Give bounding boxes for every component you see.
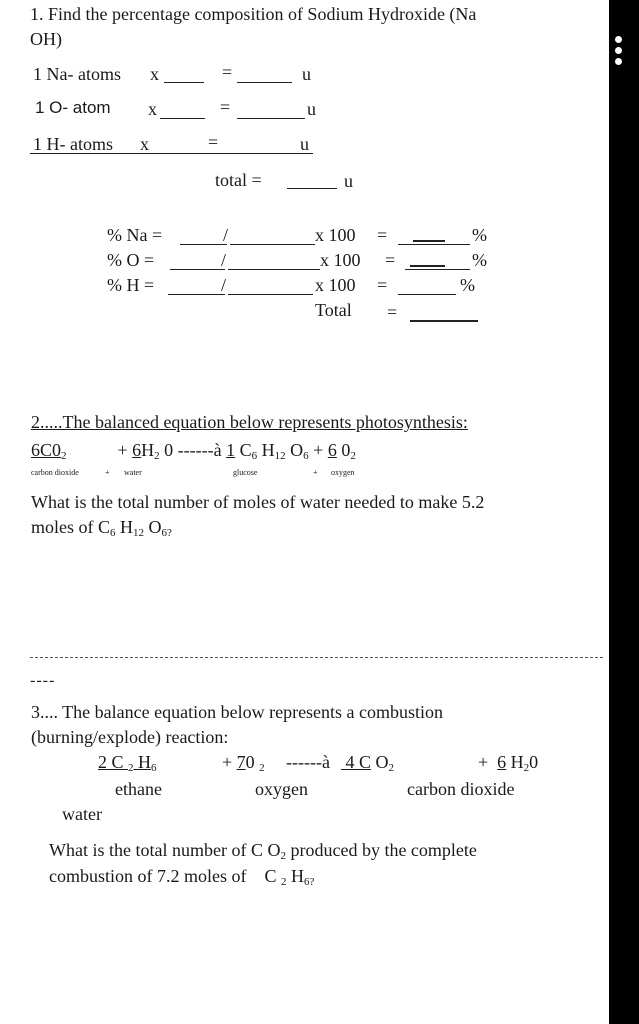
q1-row-h-eq: = bbox=[208, 132, 219, 152]
q1-pct-h-blank-1[interactable] bbox=[168, 294, 225, 295]
q1-row-na-x: x bbox=[150, 64, 159, 84]
q2-coef-h2o: 6 bbox=[132, 440, 142, 460]
right-sidebar bbox=[609, 0, 639, 1024]
q1-row-o-blank-1[interactable] bbox=[160, 118, 205, 119]
q1-pct-total-blank[interactable] bbox=[410, 320, 478, 322]
q1-row-o-unit: u bbox=[307, 99, 316, 119]
q1-row-h-underline[interactable] bbox=[30, 153, 313, 154]
q2-label-plus-a: + bbox=[105, 468, 110, 477]
q3-co2-term: 4 C $O_2$ bbox=[345, 752, 395, 774]
q1-total-label: total = bbox=[215, 170, 262, 190]
q1-row-o-x: x bbox=[148, 99, 157, 119]
q2-plus-1: + bbox=[117, 440, 128, 460]
q1-title-line1: 1. Find the percentage composition of Sodium Hydroxide (Na bbox=[30, 4, 477, 24]
q2-label-plus-b: + bbox=[313, 468, 318, 477]
q1-pct-na-blank-2[interactable] bbox=[230, 244, 315, 245]
q3-plus-2: + bbox=[478, 752, 489, 772]
q1-row-na-label: 1 Na- atoms bbox=[33, 64, 121, 84]
section-divider bbox=[30, 657, 603, 658]
q1-pct-na-pct: % bbox=[472, 225, 487, 245]
q1-pct-h-mult: x 100 bbox=[315, 275, 356, 295]
q2-coef-glucose: 1 bbox=[226, 440, 236, 460]
q3-arrow: ------à bbox=[286, 752, 330, 772]
q1-pct-total-label: Total bbox=[315, 300, 352, 320]
q2-co2: $C0_2$ bbox=[40, 440, 67, 462]
q1-pct-na-blank-1[interactable] bbox=[180, 244, 227, 245]
q2-intro bbox=[31, 412, 468, 433]
q2-coef-o2: 6 bbox=[327, 440, 337, 460]
q1-pct-total-eq: = bbox=[387, 302, 398, 322]
q1-pct-o-label: % O = bbox=[107, 250, 155, 270]
q1-pct-o-blank-3[interactable] bbox=[405, 269, 470, 270]
q3-coef-h2o: 6 bbox=[497, 752, 507, 772]
q1-row-h-unit: u bbox=[300, 134, 309, 154]
q1-pct-o-eq: = bbox=[385, 250, 396, 270]
q3-intro-line1: 3.... The balance equation below represents a combustion bbox=[31, 702, 444, 722]
q3-coef-co2: 4 bbox=[345, 752, 355, 772]
q2-equation bbox=[31, 440, 356, 461]
q1-total-blank[interactable] bbox=[287, 188, 337, 189]
q3-question-line2: combustion of 7.2 moles of C $_2$ $H_{6?}$ bbox=[49, 866, 315, 888]
q1-row-o-label: 1 O- atom bbox=[35, 98, 111, 117]
q3-coef-o2: 7 bbox=[236, 752, 246, 772]
q2-coef-co2: 6 bbox=[31, 440, 40, 460]
q1-row-h-x: x bbox=[140, 134, 149, 154]
q1-pct-na-blank-3-bold bbox=[413, 240, 445, 242]
q3-intro-line2: (burning/explode) reaction: bbox=[31, 727, 229, 747]
q1-row-na-unit: u bbox=[302, 64, 311, 84]
q1-pct-o-blank-3-bold bbox=[410, 265, 445, 267]
q1-row-na-blank-1[interactable] bbox=[164, 82, 204, 83]
q2-h2o: $H_2$ 0 bbox=[141, 440, 174, 462]
q2-label-oxygen: oxygen bbox=[331, 468, 355, 477]
q1-pct-h-label: % H = bbox=[107, 275, 155, 295]
q2-question-line1: What is the total number of moles of water needed to make 5.2 bbox=[31, 492, 485, 512]
q1-pct-na-slash: / bbox=[223, 225, 229, 245]
q1-title-line2: OH) bbox=[30, 29, 62, 49]
q1-row-o-eq: = bbox=[220, 97, 231, 117]
q2-arrow: ------à bbox=[177, 440, 222, 460]
q2-intro-text: 2.....The balanced equation below represents photosynthesis: bbox=[31, 412, 468, 432]
q3-question-line1: What is the total number of C $O_2$ produced by the complete bbox=[49, 840, 477, 862]
q1-pct-o-pct: % bbox=[472, 250, 487, 270]
q1-pct-na-eq: = bbox=[377, 225, 388, 245]
q1-pct-na-blank-3[interactable] bbox=[398, 244, 470, 245]
q1-total-unit: u bbox=[344, 171, 353, 191]
q2-glucose: $C_6$ $H_{12}$ $O_6$ bbox=[239, 440, 309, 462]
q2-o2: $0_2$ bbox=[341, 440, 356, 462]
q1-pct-o-blank-1[interactable] bbox=[170, 269, 225, 270]
q1-pct-h-eq: = bbox=[377, 275, 388, 295]
q3-coef-ethane: 2 bbox=[98, 752, 107, 772]
q2-question-line2: moles of $C_6$ $H_{12}$ $O_{6?}$ bbox=[31, 517, 172, 539]
q2-label-water: water bbox=[124, 468, 142, 477]
q3-plus-1: + bbox=[222, 752, 233, 772]
section-divider-tail: ---- bbox=[30, 672, 56, 689]
q1-pct-o-mult: x 100 bbox=[320, 250, 361, 270]
q3-label-ethane: ethane bbox=[115, 779, 162, 799]
q1-pct-h-blank-2[interactable] bbox=[228, 294, 313, 295]
q3-water-term: + 6 $H_20$ bbox=[478, 752, 539, 774]
q3-label-water: water bbox=[62, 804, 102, 824]
q3-label-oxygen: oxygen bbox=[255, 779, 308, 799]
q1-row-h-label: 1 H- atoms bbox=[33, 134, 113, 154]
q3-ethane: 2 C $_2$ $H_6$ bbox=[98, 752, 157, 774]
q1-pct-o-blank-2[interactable] bbox=[228, 269, 320, 270]
q1-pct-o-slash: / bbox=[221, 250, 227, 270]
vertical-ellipsis-icon[interactable] bbox=[609, 32, 639, 72]
q1-pct-h-slash: / bbox=[221, 275, 227, 295]
q1-pct-na-mult: x 100 bbox=[315, 225, 356, 245]
q2-label-glucose: glucose bbox=[233, 468, 258, 477]
q1-pct-h-blank-3[interactable] bbox=[398, 294, 456, 295]
q1-pct-h-pct: % bbox=[460, 275, 475, 295]
q3-label-carbon-dioxide: carbon dioxide bbox=[407, 779, 515, 799]
q2-label-carbon-dioxide: carbon dioxide bbox=[31, 468, 79, 477]
q2-plus-2: + bbox=[313, 440, 324, 460]
q1-pct-na-label: % Na = bbox=[107, 225, 163, 245]
q1-row-na-eq: = bbox=[222, 62, 233, 82]
q1-row-o-blank-2[interactable] bbox=[237, 118, 305, 119]
q3-oxygen-term: + 70 $_2$ bbox=[222, 752, 265, 774]
q1-row-na-blank-2[interactable] bbox=[237, 82, 292, 83]
